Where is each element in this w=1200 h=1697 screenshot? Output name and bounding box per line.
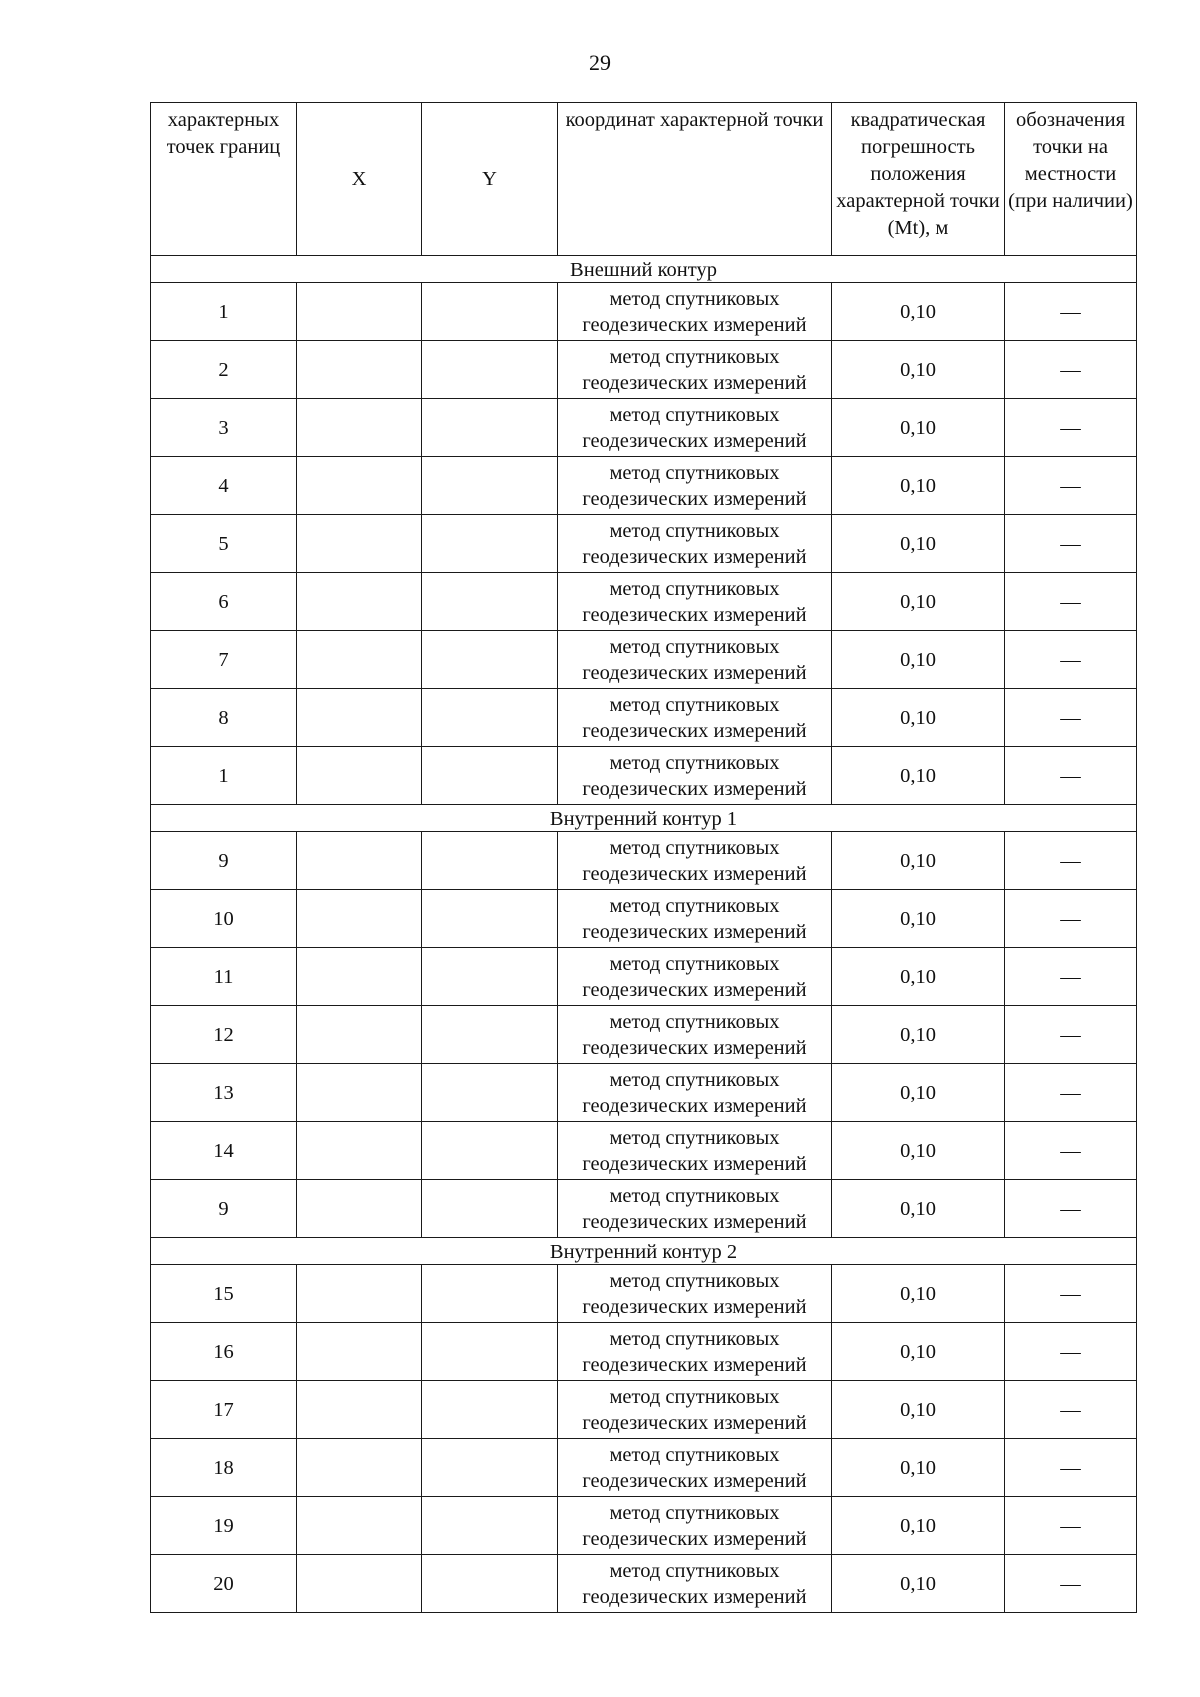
method-line-1: метод спутниковых (609, 461, 780, 484)
point-number-cell: 9 (151, 1180, 297, 1238)
method-line-1: метод спутниковых (609, 635, 780, 658)
point-number-cell: 2 (151, 341, 297, 399)
x-coordinate-cell (297, 283, 422, 341)
table-row (151, 747, 1137, 805)
method-cell (558, 689, 832, 747)
method-line-1: метод спутниковых (609, 894, 780, 917)
x-coordinate-cell (297, 1439, 422, 1497)
mark-cell: — (1005, 283, 1137, 341)
method-line-2: геодезических измерений (582, 1353, 807, 1376)
mark-cell: — (1005, 747, 1137, 805)
method-line-2: геодезических измерений (582, 371, 807, 394)
header-method-column: координат характерной точки (558, 103, 832, 256)
x-coordinate-cell (297, 631, 422, 689)
method-line-2: геодезических измерений (582, 862, 807, 885)
method-line-2: геодезических измерений (582, 313, 807, 336)
error-value-cell: 0,10 (832, 1497, 1005, 1555)
method-cell (558, 631, 832, 689)
method-line-1: метод спутниковых (609, 519, 780, 542)
y-coordinate-cell (422, 689, 558, 747)
method-cell (558, 341, 832, 399)
method-line-1: метод спутниковых (609, 1269, 780, 1292)
table-row (151, 1323, 1137, 1381)
error-value-cell: 0,10 (832, 1381, 1005, 1439)
y-coordinate-cell (422, 457, 558, 515)
method-line-1: метод спутниковых (609, 836, 780, 859)
error-value-cell: 0,10 (832, 341, 1005, 399)
y-coordinate-cell (422, 890, 558, 948)
table-row (151, 832, 1137, 890)
method-cell (558, 1180, 832, 1238)
table-row (151, 631, 1137, 689)
method-cell (558, 1265, 832, 1323)
method-line-2: геодезических измерений (582, 777, 807, 800)
error-value-cell: 0,10 (832, 1064, 1005, 1122)
y-coordinate-cell (422, 1064, 558, 1122)
x-coordinate-cell (297, 1555, 422, 1613)
x-coordinate-cell (297, 1006, 422, 1064)
header-mark-column: обозначения точки на местности (при наличии) (1005, 103, 1137, 256)
table-row (151, 283, 1137, 341)
x-coordinate-cell (297, 1180, 422, 1238)
method-line-2: геодезических измерений (582, 661, 807, 684)
y-coordinate-cell (422, 573, 558, 631)
x-coordinate-cell (297, 1064, 422, 1122)
x-coordinate-cell (297, 1381, 422, 1439)
mark-cell: — (1005, 948, 1137, 1006)
method-line-1: метод спутниковых (609, 403, 780, 426)
point-number-cell: 19 (151, 1497, 297, 1555)
method-line-1: метод спутниковых (609, 1327, 780, 1350)
y-coordinate-cell (422, 1006, 558, 1064)
header-y-column: Y (422, 103, 558, 256)
table-row (151, 1180, 1137, 1238)
error-value-cell: 0,10 (832, 1180, 1005, 1238)
error-value-cell: 0,10 (832, 457, 1005, 515)
mark-cell: — (1005, 1180, 1137, 1238)
method-cell (558, 948, 832, 1006)
header-point-column: характерных точек границ (151, 103, 297, 256)
error-value-cell: 0,10 (832, 948, 1005, 1006)
method-line-2: геодезических измерений (582, 719, 807, 742)
mark-cell: — (1005, 1381, 1137, 1439)
mark-cell: — (1005, 399, 1137, 457)
method-line-2: геодезических измерений (582, 1411, 807, 1434)
method-cell (558, 1323, 832, 1381)
table-row (151, 1064, 1137, 1122)
point-number-cell: 13 (151, 1064, 297, 1122)
section-header-row (151, 1238, 1137, 1265)
method-cell (558, 832, 832, 890)
point-number-cell: 10 (151, 890, 297, 948)
method-line-2: геодезических измерений (582, 545, 807, 568)
y-coordinate-cell (422, 1555, 558, 1613)
table-row (151, 341, 1137, 399)
mark-cell: — (1005, 515, 1137, 573)
table-row (151, 457, 1137, 515)
error-value-cell: 0,10 (832, 1006, 1005, 1064)
point-number-cell: 9 (151, 832, 297, 890)
error-value-cell: 0,10 (832, 399, 1005, 457)
mark-cell: — (1005, 1439, 1137, 1497)
section-header-row (151, 256, 1137, 283)
method-line-2: геодезических измерений (582, 1094, 807, 1117)
mark-cell: — (1005, 1122, 1137, 1180)
x-coordinate-cell (297, 832, 422, 890)
point-number-cell: 14 (151, 1122, 297, 1180)
method-line-2: геодезических измерений (582, 1036, 807, 1059)
method-line-1: метод спутниковых (609, 1126, 780, 1149)
coordinates-table (150, 102, 1137, 1613)
mark-cell: — (1005, 890, 1137, 948)
method-line-2: геодезических измерений (582, 920, 807, 943)
method-cell (558, 1555, 832, 1613)
method-cell (558, 1439, 832, 1497)
method-line-2: геодезических измерений (582, 1295, 807, 1318)
method-line-2: геодезических измерений (582, 429, 807, 452)
method-cell (558, 1006, 832, 1064)
error-value-cell: 0,10 (832, 1122, 1005, 1180)
method-line-2: геодезических измерений (582, 1210, 807, 1233)
method-cell (558, 1497, 832, 1555)
y-coordinate-cell (422, 1381, 558, 1439)
x-coordinate-cell (297, 457, 422, 515)
point-number-cell: 1 (151, 747, 297, 805)
table-row (151, 689, 1137, 747)
table-header-row (151, 103, 1137, 256)
y-coordinate-cell (422, 1265, 558, 1323)
method-line-2: геодезических измерений (582, 603, 807, 626)
method-line-2: геодезических измерений (582, 487, 807, 510)
x-coordinate-cell (297, 1265, 422, 1323)
method-line-1: метод спутниковых (609, 1559, 780, 1582)
point-number-cell: 16 (151, 1323, 297, 1381)
point-number-cell: 1 (151, 283, 297, 341)
x-coordinate-cell (297, 948, 422, 1006)
y-coordinate-cell (422, 1323, 558, 1381)
y-coordinate-cell (422, 283, 558, 341)
point-number-cell: 17 (151, 1381, 297, 1439)
mark-cell: — (1005, 1006, 1137, 1064)
x-coordinate-cell (297, 1323, 422, 1381)
method-line-2: геодезических измерений (582, 1469, 807, 1492)
method-cell (558, 1064, 832, 1122)
method-line-1: метод спутниковых (609, 1010, 780, 1033)
y-coordinate-cell (422, 747, 558, 805)
y-coordinate-cell (422, 341, 558, 399)
table-row (151, 890, 1137, 948)
error-value-cell: 0,10 (832, 747, 1005, 805)
table-row (151, 1497, 1137, 1555)
method-cell (558, 1381, 832, 1439)
table-body (151, 103, 1137, 1613)
x-coordinate-cell (297, 747, 422, 805)
method-line-1: метод спутниковых (609, 577, 780, 600)
y-coordinate-cell (422, 948, 558, 1006)
mark-cell: — (1005, 1555, 1137, 1613)
page-number: 29 (589, 50, 611, 75)
error-value-cell: 0,10 (832, 890, 1005, 948)
y-coordinate-cell (422, 1180, 558, 1238)
table-row (151, 515, 1137, 573)
method-cell (558, 399, 832, 457)
error-value-cell: 0,10 (832, 1323, 1005, 1381)
error-value-cell: 0,10 (832, 1555, 1005, 1613)
error-value-cell: 0,10 (832, 515, 1005, 573)
method-line-2: геодезических измерений (582, 1152, 807, 1175)
y-coordinate-cell (422, 1439, 558, 1497)
method-line-1: метод спутниковых (609, 287, 780, 310)
error-value-cell: 0,10 (832, 832, 1005, 890)
method-cell (558, 890, 832, 948)
method-line-1: метод спутниковых (609, 1385, 780, 1408)
mark-cell: — (1005, 573, 1137, 631)
point-number-cell: 12 (151, 1006, 297, 1064)
table-row (151, 1006, 1137, 1064)
mark-cell: — (1005, 1064, 1137, 1122)
point-number-cell: 6 (151, 573, 297, 631)
table-row (151, 1265, 1137, 1323)
mark-cell: — (1005, 1323, 1137, 1381)
x-coordinate-cell (297, 890, 422, 948)
error-value-cell: 0,10 (832, 689, 1005, 747)
method-line-1: метод спутниковых (609, 1501, 780, 1524)
method-line-1: метод спутниковых (609, 1184, 780, 1207)
method-line-1: метод спутниковых (609, 345, 780, 368)
method-cell (558, 515, 832, 573)
y-coordinate-cell (422, 1122, 558, 1180)
method-line-1: метод спутниковых (609, 751, 780, 774)
method-cell (558, 747, 832, 805)
point-number-cell: 15 (151, 1265, 297, 1323)
point-number-cell: 20 (151, 1555, 297, 1613)
x-coordinate-cell (297, 1497, 422, 1555)
x-coordinate-cell (297, 399, 422, 457)
mark-cell: — (1005, 457, 1137, 515)
point-number-cell: 3 (151, 399, 297, 457)
method-line-1: метод спутниковых (609, 693, 780, 716)
error-value-cell: 0,10 (832, 283, 1005, 341)
method-cell (558, 283, 832, 341)
mark-cell: — (1005, 1265, 1137, 1323)
error-value-cell: 0,10 (832, 1439, 1005, 1497)
y-coordinate-cell (422, 399, 558, 457)
y-coordinate-cell (422, 515, 558, 573)
method-line-1: метод спутниковых (609, 1068, 780, 1091)
mark-cell: — (1005, 631, 1137, 689)
table-row (151, 399, 1137, 457)
method-line-2: геодезических измерений (582, 1527, 807, 1550)
mark-cell: — (1005, 689, 1137, 747)
y-coordinate-cell (422, 631, 558, 689)
error-value-cell: 0,10 (832, 1265, 1005, 1323)
table-row (151, 1439, 1137, 1497)
y-coordinate-cell (422, 1497, 558, 1555)
x-coordinate-cell (297, 573, 422, 631)
method-line-2: геодезических измерений (582, 1585, 807, 1608)
y-coordinate-cell (422, 832, 558, 890)
x-coordinate-cell (297, 341, 422, 399)
method-cell (558, 573, 832, 631)
header-x-column: X (297, 103, 422, 256)
error-value-cell: 0,10 (832, 573, 1005, 631)
method-cell (558, 457, 832, 515)
point-number-cell: 5 (151, 515, 297, 573)
section-title: Внутренний контур 1 (151, 805, 1137, 832)
x-coordinate-cell (297, 1122, 422, 1180)
x-coordinate-cell (297, 515, 422, 573)
method-line-1: метод спутниковых (609, 1443, 780, 1466)
mark-cell: — (1005, 341, 1137, 399)
header-error-column: квадратическая погрешность положения характерной точки (Mt), м (832, 103, 1005, 256)
section-header-row (151, 805, 1137, 832)
point-number-cell: 8 (151, 689, 297, 747)
section-title: Внешний контур (151, 256, 1137, 283)
point-number-cell: 18 (151, 1439, 297, 1497)
point-number-cell: 4 (151, 457, 297, 515)
table-row (151, 1122, 1137, 1180)
method-cell (558, 1122, 832, 1180)
point-number-cell: 7 (151, 631, 297, 689)
section-title: Внутренний контур 2 (151, 1238, 1137, 1265)
method-line-1: метод спутниковых (609, 952, 780, 975)
mark-cell: — (1005, 832, 1137, 890)
method-line-2: геодезических измерений (582, 978, 807, 1001)
table-row (151, 573, 1137, 631)
x-coordinate-cell (297, 689, 422, 747)
error-value-cell: 0,10 (832, 631, 1005, 689)
table-row (151, 1381, 1137, 1439)
mark-cell: — (1005, 1497, 1137, 1555)
point-number-cell: 11 (151, 948, 297, 1006)
table-row (151, 948, 1137, 1006)
table-row (151, 1555, 1137, 1613)
